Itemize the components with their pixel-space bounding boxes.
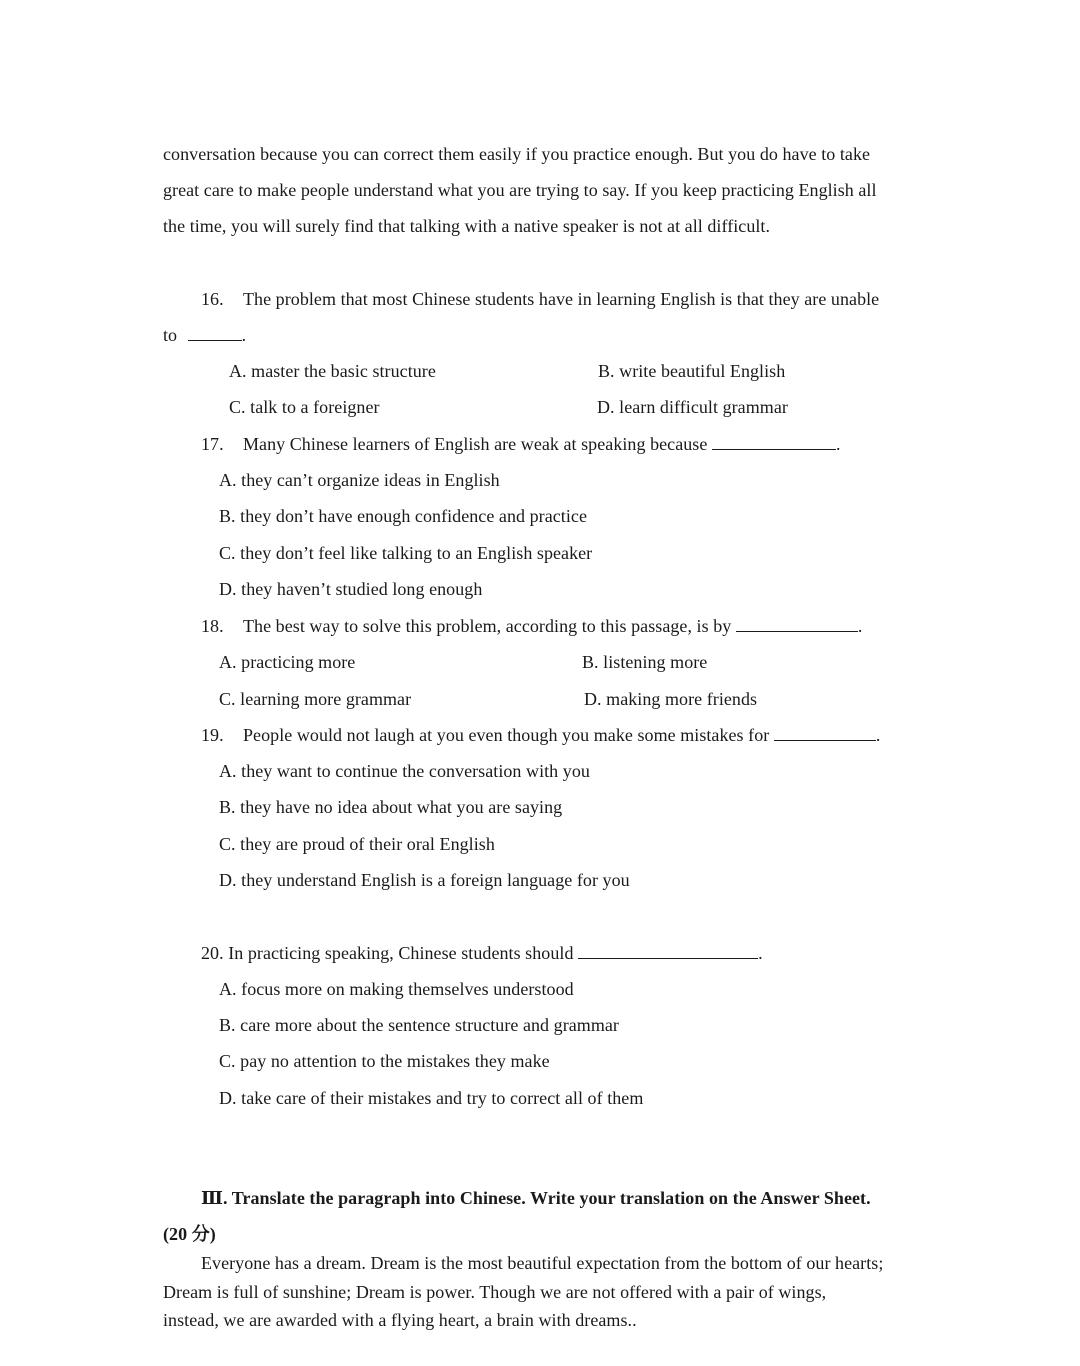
q20-option-c[interactable]: C. pay no attention to the mistakes they make — [219, 1051, 550, 1071]
section3-title: Ⅲ. Translate the paragraph into Chinese. Write your translation on the Answer Sheet. — [201, 1188, 871, 1208]
q17-period: . — [835, 434, 841, 454]
q20-period: . — [758, 943, 763, 963]
translation-line-1: Everyone has a dream. Dream is the most beautiful expectation from the bottom of our hearts; — [201, 1253, 884, 1273]
q20-option-b[interactable]: B. care more about the sentence structure and grammar — [219, 1015, 619, 1035]
q19-option-a[interactable]: A. they want to continue the conversation with you — [219, 761, 590, 781]
passage-line-2: great care to make people understand what you are trying to say. If you keep practicing English all — [163, 180, 877, 200]
q16-option-b[interactable]: B. write beautiful English — [598, 361, 786, 381]
q18-period: . — [857, 616, 863, 636]
q18-answer-blank[interactable] — [736, 615, 858, 632]
q19-period: . — [875, 725, 881, 745]
passage-line-1: conversation because you can correct them easily if you practice enough. But you do have to take — [163, 144, 871, 164]
q20-stem — [201, 941, 763, 965]
q16-option-d[interactable]: D. learn difficult grammar — [597, 397, 788, 417]
q18-number: 18. — [201, 616, 224, 636]
q18-option-a[interactable]: A. practicing more — [219, 652, 356, 672]
q16-stem-cont — [163, 323, 246, 347]
q19-option-b[interactable]: B. they have no idea about what you are saying — [219, 797, 563, 817]
q19-option-c[interactable]: C. they are proud of their oral English — [219, 834, 495, 854]
q16-period: . — [241, 325, 247, 345]
q18-option-c[interactable]: C. learning more grammar — [219, 689, 412, 709]
section3-points: (20 分) — [163, 1224, 216, 1244]
q19-stem — [201, 723, 880, 747]
q20-answer-blank[interactable] — [578, 942, 758, 959]
q17-number: 17. — [201, 434, 224, 454]
q20-text: 20. In practicing speaking, Chinese students should — [201, 943, 574, 963]
translation-line-3: instead, we are awarded with a flying heart, a brain with dreams.. — [163, 1310, 637, 1330]
q16-text-cont: to — [163, 325, 178, 345]
q20-option-a[interactable]: A. focus more on making themselves understood — [219, 979, 574, 999]
q16-text: The problem that most Chinese students have in learning English is that they are unable — [243, 289, 880, 309]
q19-option-d[interactable]: D. they understand English is a foreign language for you — [219, 870, 630, 890]
q18-option-b[interactable]: B. listening more — [582, 652, 708, 672]
q17-option-a[interactable]: A. they can’t organize ideas in English — [219, 470, 500, 490]
q18-text: The best way to solve this problem, according to this passage, is by — [243, 616, 732, 636]
q17-option-b[interactable]: B. they don’t have enough confidence and practice — [219, 506, 587, 526]
q17-answer-blank[interactable] — [712, 433, 836, 450]
q16-number: 16. — [201, 289, 224, 309]
q16-option-c[interactable]: C. talk to a foreigner — [229, 397, 380, 417]
q17-option-d[interactable]: D. they haven’t studied long enough — [219, 579, 483, 599]
q19-text: People would not laugh at you even though you make some mistakes for — [243, 725, 770, 745]
q17-option-c[interactable]: C. they don’t feel like talking to an English speaker — [219, 543, 593, 563]
passage-line-3: the time, you will surely find that talking with a native speaker is not at all difficult. — [163, 216, 771, 236]
q20-option-d[interactable]: D. take care of their mistakes and try to correct all of them — [219, 1088, 644, 1108]
translation-line-2: Dream is full of sunshine; Dream is power. Though we are not offered with a pair of wings, — [163, 1282, 827, 1302]
q16-stem — [201, 287, 879, 311]
q18-stem — [201, 614, 862, 638]
q16-answer-blank[interactable] — [188, 324, 242, 341]
q17-stem — [201, 432, 841, 456]
q17-text: Many Chinese learners of English are weak at speaking because — [243, 434, 708, 454]
q19-answer-blank[interactable] — [774, 724, 876, 741]
q18-option-d[interactable]: D. making more friends — [584, 689, 758, 709]
q16-option-a[interactable]: A. master the basic structure — [229, 361, 436, 381]
q19-number: 19. — [201, 725, 224, 745]
